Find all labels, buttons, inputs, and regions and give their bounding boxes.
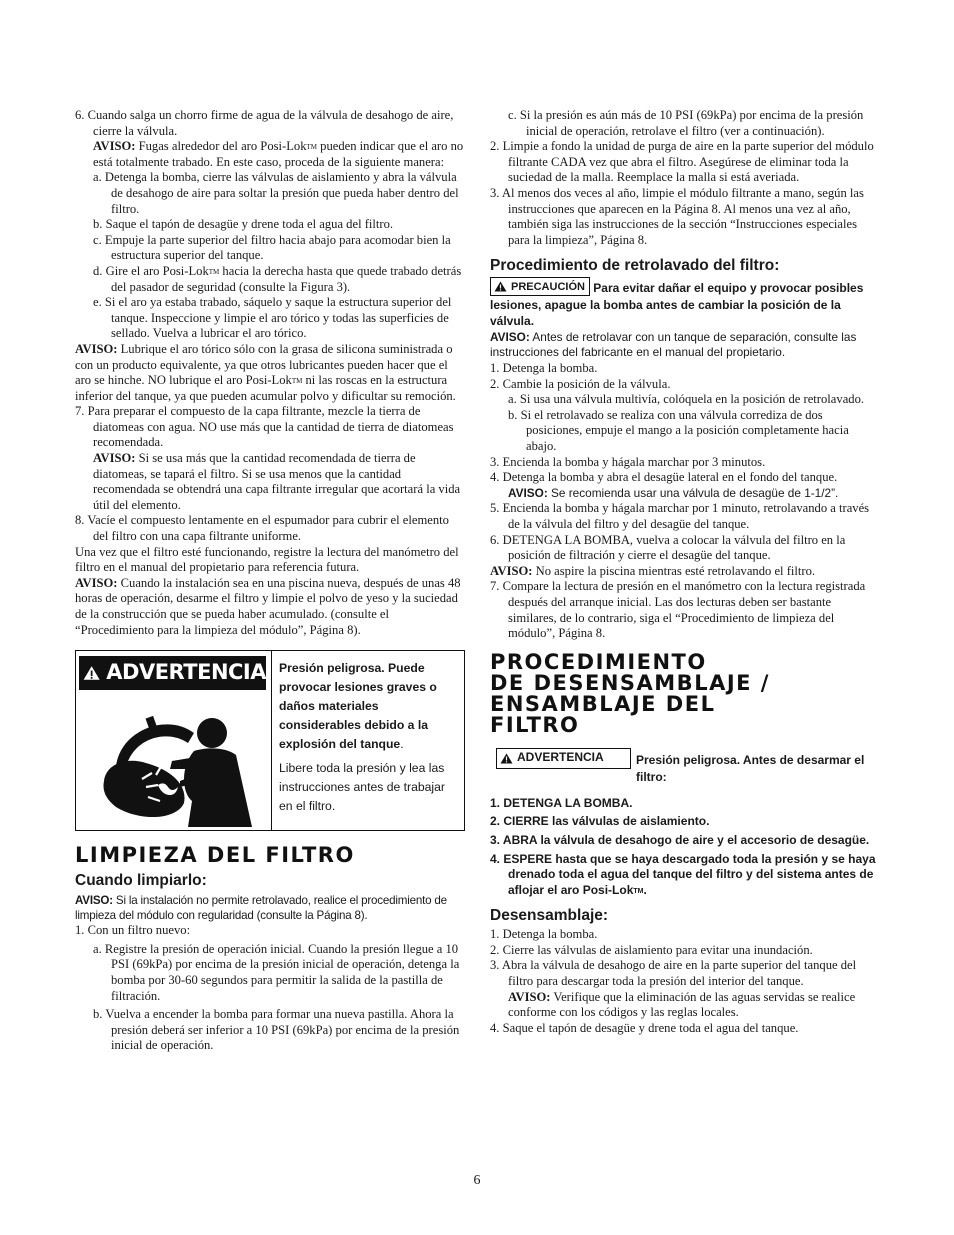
disassembly-warning-text: Presión peligrosa. Antes de desarmar el filtro:: [636, 752, 865, 784]
step-6a: a. Detenga la bomba, cierre las válvulas de aislamiento y abra la válvula de desahogo de aire para soltar la presión que pueda haber dentro del filtro.: [93, 170, 459, 216]
step-6b: b. Saque el tapón de desagüe y drene toda el agua del filtro.: [93, 217, 394, 232]
para-once-running: Una vez que el filtro esté funcionando, registre la lectura del manómetro del filtro en el manual del propietario para referencia futura.: [75, 544, 459, 575]
warning-bold-text: Presión peligrosa. Puede provocar lesiones graves o daños materiales considerables debido a la explosión del tanque.: [279, 661, 437, 752]
explosion-illustration-icon: [76, 651, 271, 830]
step-6: 6. Cuando salga un chorro firme de agua de la válvula de desahogo de aire, cierre la válvula.: [75, 108, 454, 138]
aviso-new-pool: AVISO: Cuando la instalación sea en una piscina nueva, después de unas 48 horas de operación, desarme el filtro y limpie el polvo de yeso y la suciedad de la construcción que se pueda haber acumulado. (consulte el “Procedimiento para la limpieza del módulo”, Página 8).: [75, 575, 461, 637]
warning-normal-text: Libere toda la presión y lea las instrucciones antes de trabajar en el filtro.: [279, 761, 445, 814]
desens-step-2: 2. Cierre las válvulas de aislamiento para evitar una inundación.: [490, 942, 813, 957]
page-number: 6: [473, 1173, 481, 1188]
warning-text: [279, 659, 459, 816]
step-7: 7. Para preparar el compuesto de la capa filtrante, mezcle la tierra de diatomeas con agua. NO use más que la cantidad de tierra de diatomeas recomendada.: [75, 404, 454, 450]
warning-illustration-panel: [76, 651, 272, 830]
when-step-1: 1. Con un filtro nuevo:: [75, 923, 191, 938]
aviso-no-backwash: AVISO: Si la instalación no permite retrolavado, realice el procedimiento de limpieza del módulo con regularidad (consulte la Página 8).: [75, 894, 447, 923]
step-6e: e. Si el aro ya estaba trabado, sáquelo y saque la estructura superior del tanque. Inspeccione y limpie el aro tórico y todas las superficies de sellado. Vuelva a lubricar el aro tórico.: [93, 295, 452, 341]
step-8: 8. Vacíe el compuesto lentamente en el espumador para cubrir el elemento del filtro con una capa filtrante uniforme.: [75, 513, 449, 544]
caution-notice: PRECAUCIÓN Para evitar dañar el equipo y provocar posibles lesiones, apague la bomba antes de cambiar la posición de la válvula.: [490, 277, 880, 330]
backwash-step-1: 1. Detenga la bomba.: [490, 361, 598, 376]
step-6d: d. Gire el aro Posi-Lok™ hacia la derecha hasta que quede trabado detrás del pasador de seguridad (consulte la Figura 3).: [93, 263, 462, 294]
backwash-step-5: 5. Encienda la bomba y hágala marchar por 1 minuto, retrolavando a través de la válvula del filtro y del desagüe del tanque.: [490, 501, 870, 531]
caution-badge: PRECAUCIÓN: [490, 277, 590, 296]
backwash-step-3: 3. Encienda la bomba y hágala marchar por 3 minutos.: [490, 454, 766, 469]
when-to-clean-title: Cuando limpiarlo:: [75, 872, 207, 890]
desens-step-4: 4. Saque el tapón de desagüe y drene toda el agua del tanque.: [490, 1020, 799, 1035]
backwash-title: Procedimiento de retrolavado del filtro:: [490, 257, 780, 275]
step-6c: c. Empuje la parte superior del filtro hacia abajo para acomodar bien la estructura superior del tanque.: [93, 232, 451, 263]
caution-triangle-icon: [494, 281, 507, 292]
when-step-1b: b. Vuelva a encender la bomba para formar una nueva pastilla. Ahora la presión deberá ser inferior a 10 PSI (69kPa) por encima de la presión inicial de operación.: [93, 1007, 460, 1053]
warning-badge: ADVERTENCIA: [496, 748, 631, 769]
when-step-1c: c. Si la presión es aún más de 10 PSI (69kPa) por encima de la presión inicial de operación, retrolave el filtro (ver a continuación).: [508, 108, 864, 138]
aviso-diatomeas: AVISO: Si se usa más que la cantidad recomendada de tierra de diatomeas, se tapará el filtro. Si se usa menos que la cantidad recomendada se obtendrá una capa filtrante irregular que acortará la vida útil del elemento.: [93, 451, 461, 512]
disassembly-title: PROCEDIMIENTO DE DESENSAMBLAJE / ENSAMBLAJE DEL FILTRO: [490, 649, 770, 737]
bold-step-1: 1. DETENGA LA BOMBA.: [490, 795, 633, 810]
backwash-step-2b: b. Si el retrolavado se realiza con una válvula corrediza de dos posiciones, empuje el mango a la posición completamente hacia abajo.: [508, 407, 849, 453]
warning-badge-triangle-icon: [500, 753, 513, 764]
backwash-step-6: 6. DETENGA LA BOMBA, vuelva a colocar la válvula del filtro en la posición de filtración y cierre el desagüe del tanque.: [490, 532, 846, 563]
when-step-3: 3. Al menos dos veces al año, limpie el módulo filtrante a mano, según las instrucciones que aparecen en la Página 8. Al menos una vez al año, también siga las instrucciones de la sección “Instrucciones especiales para la limpieza”, Página 8.: [490, 185, 864, 247]
backwash-step-2: 2. Cambie la posición de la válvula.: [490, 376, 671, 391]
backwash-step-4: 4. Detenga la bomba y abra el desagüe lateral en el fondo del tanque.: [490, 470, 838, 485]
desens-step-1: 1. Detenga la bomba.: [490, 927, 598, 942]
when-step-2: 2. Limpie a fondo la unidad de purga de aire en la parte superior del módulo filtrante CADA vez que abra el filtro. Asegúrese de eliminar toda la suciedad de la malla. Reemplace la malla si está averiada.: [490, 139, 874, 185]
aviso-drain-valve: AVISO: Se recomienda usar una válvula de desagüe de 1-1/2”.: [508, 485, 839, 500]
backwash-step-2a: a. Si usa una válvula multivía, colóquela en la posición de retrolavado.: [508, 392, 865, 407]
bold-step-2: 2. CIERRE las válvulas de aislamiento.: [490, 814, 710, 829]
disassembly-subtitle: Desensamblaje:: [490, 907, 609, 925]
aviso-no-vacuum: AVISO: No aspire la piscina mientras esté retrolavando el filtro.: [490, 563, 816, 578]
when-step-1a: a. Registre la presión de operación inicial. Cuando la presión llegue a 10 PSI (69kPa) por encima de la presión inicial de operación, detenga la bomba por 30-60 segundos para permitir la salida de la pastilla de filtración.: [93, 941, 460, 1003]
backwash-step-7: 7. Compare la lectura de presión en el manómetro con la lectura registrada después del arranque inicial. Las dos lecturas deben ser bastante similares, de lo contrario, siga el “Procedimiento de limpieza del módulo”, Página 8.: [490, 579, 866, 641]
warning-box: [75, 650, 465, 831]
disassembly-warning: [490, 746, 880, 790]
left-column: [75, 108, 465, 1054]
cleaning-title: LIMPIEZA DEL FILTRO: [75, 843, 355, 868]
bold-step-3: 3. ABRA la válvula de desahogo de aire y el accesorio de desagüe.: [490, 832, 870, 847]
aviso-lubrication: AVISO: Lubrique el aro tórico sólo con la grasa de silicona suministrada o con un producto equivalente, ya que otros lubricantes pueden hacer que el aro se hinche. NO lubrique el aro Posi-Lok™ ni las roscas en la estructura inferior del tanque, ya que pueden acumular polvo y dificultar su remoción.: [75, 341, 456, 403]
right-column: [490, 108, 880, 1036]
warning-banner: ADVERTENCIA: [79, 656, 266, 690]
desens-step-3: 3. Abra la válvula de desahogo de aire en la parte superior del tanque del filtro para descargar toda la presión del interior del tanque.: [490, 958, 857, 989]
bold-step-4: 4. ESPERE hasta que se haya descargado toda la presión y se haya drenado toda el agua del tanque del filtro y del sistema antes de aflojar el aro Posi-Lok™.: [490, 851, 876, 897]
aviso-posilok: AVISO: Fugas alrededor del aro Posi-Lok™ pueden indicar que el aro no está totalmente trabado. En este caso, proceda de la siguiente manera:: [93, 139, 464, 169]
aviso-separation-tank: AVISO: Antes de retrolavar con un tanque de separación, consulte las instrucciones del fabricante en el manual del propietario.: [490, 329, 857, 360]
aviso-waste-water: AVISO: Verifique que la eliminación de las aguas servidas se realice conforme con los códigos y las reglas locales.: [508, 989, 856, 1020]
